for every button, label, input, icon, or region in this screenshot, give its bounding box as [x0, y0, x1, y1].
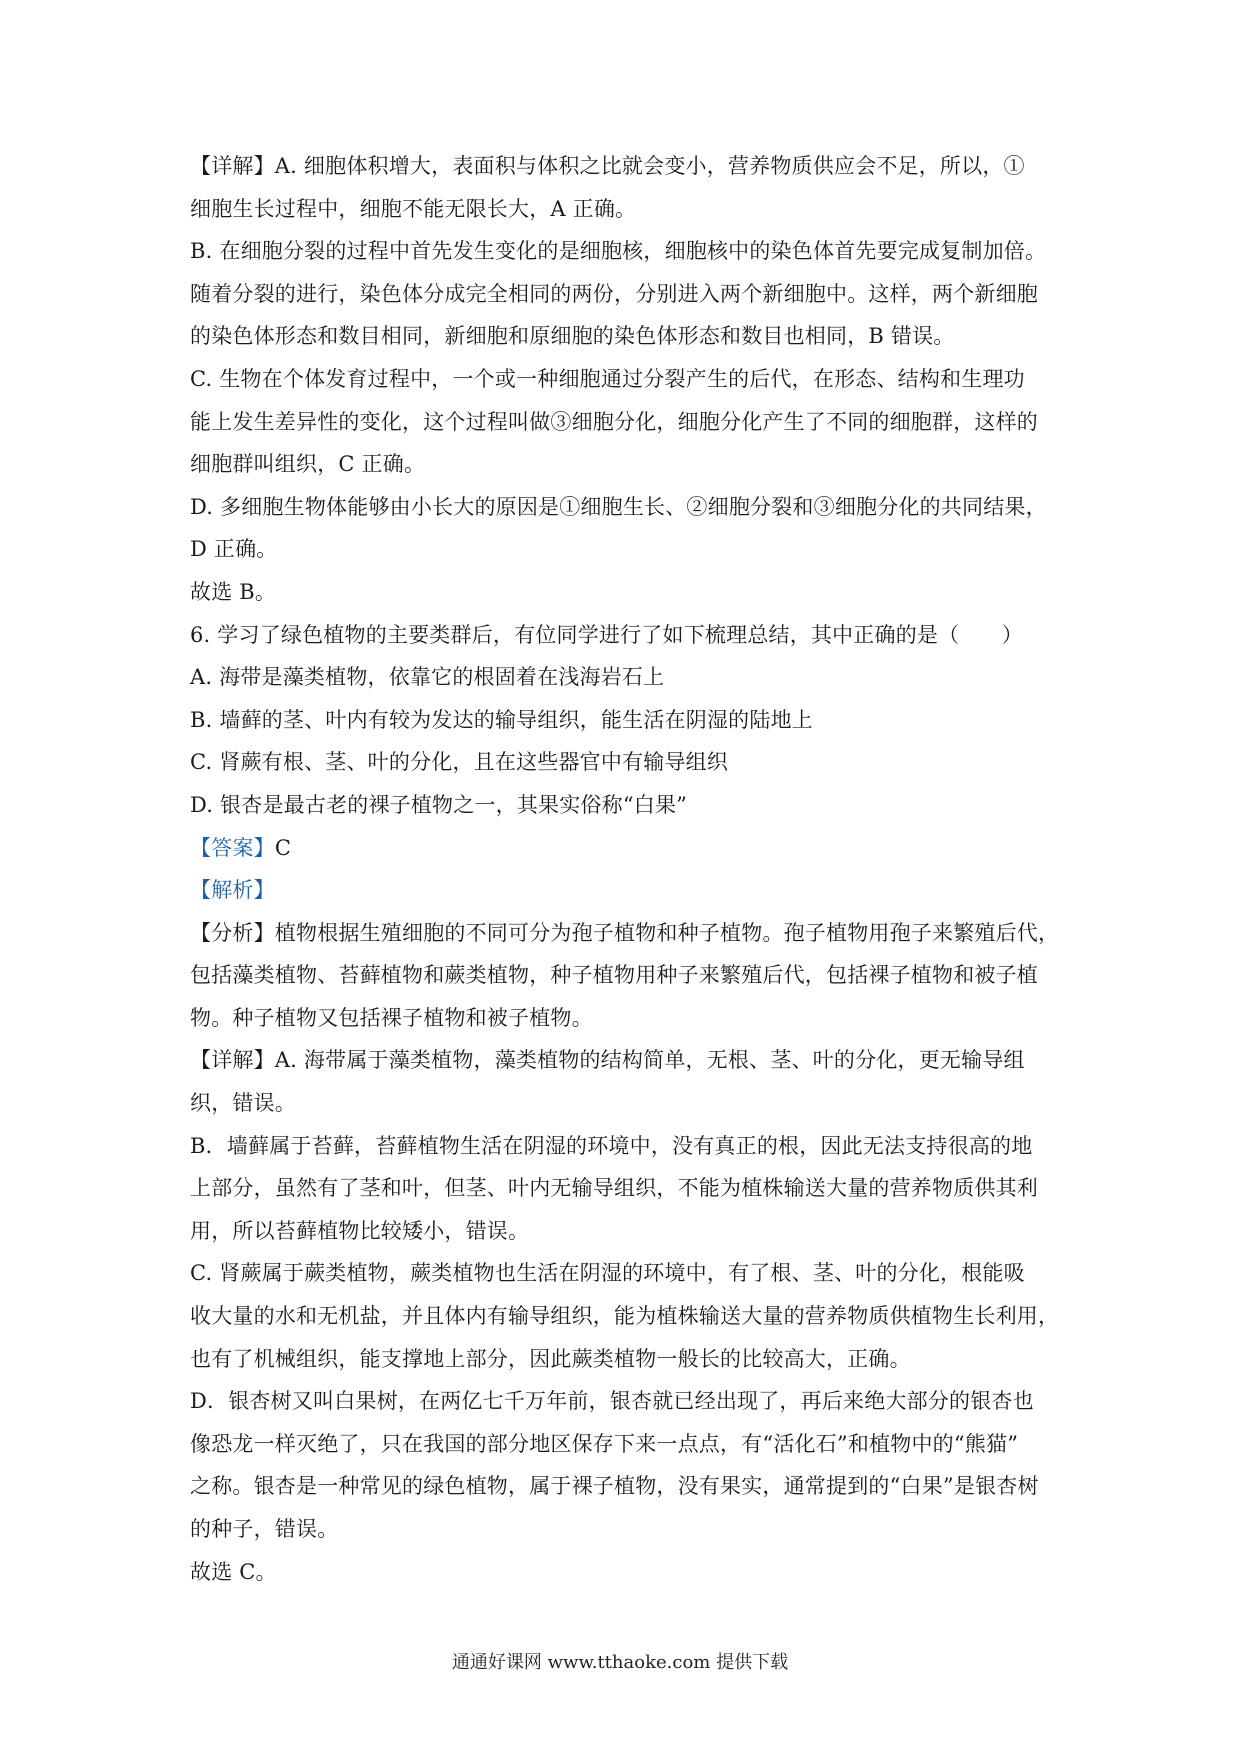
option-c: C. 肾蕨有根、茎、叶的分化，且在这些器官中有输导组织 — [190, 750, 729, 775]
text-line: C. 生物在个体发育过程中，一个或一种细胞通过分裂产生的后代，在形态、结构和生理功 — [190, 366, 1025, 391]
text-line: 包括藻类植物、苔藓植物和蕨类植物，种子植物用种子来繁殖后代，包括裸子植物和被子植 — [190, 963, 1038, 988]
option-d: D. 银杏是最古老的裸子植物之一，其果实俗称“白果” — [190, 792, 688, 817]
text-line: 故选 B。 — [190, 579, 277, 604]
text-line: D. 多细胞生物体能够由小长大的原因是①细胞生长、②细胞分裂和③细胞分化的共同结果， — [190, 494, 1047, 519]
text-line: 用，所以苔藓植物比较矮小，错误。 — [190, 1218, 530, 1243]
text-line: 像恐龙一样灭绝了，只在我国的部分地区保存下来一点点，有“活化石”和植物中的“熊猫” — [190, 1431, 1019, 1456]
answer-tag: 【答案】 — [190, 835, 275, 860]
text-line: 细胞群叫组织，C 正确。 — [190, 452, 426, 477]
text-line: 也有了机械组织，能支撑地上部分，因此蕨类植物一般长的比较高大，正确。 — [190, 1346, 911, 1371]
text-line: 【分析】植物根据生殖细胞的不同可分为孢子植物和种子植物。孢子植物用孢子来繁殖后代， — [190, 920, 1060, 945]
text-line: 【详解】A. 细胞体积增大，表面积与体积之比就会变小，营养物质供应会不足，所以，① — [190, 154, 1025, 178]
text-line: D 正确。 — [190, 537, 278, 562]
text-line: D．银杏树又叫白果树，在两亿七千万年前，银杏就已经出现了，再后来绝大部分的银杏也 — [190, 1389, 1034, 1414]
answer-line — [190, 827, 1070, 870]
text-line: 之称。银杏是一种常见的绿色植物，属于裸子植物，没有果实，通常提到的“白果”是银杏树 — [190, 1474, 1039, 1499]
text-line: 能上发生差异性的变化，这个过程叫做③细胞分化，细胞分化产生了不同的细胞群，这样的 — [190, 409, 1038, 434]
text-line: 上部分，虽然有了茎和叶，但茎、叶内无输导组织，不能为植株输送大量的营养物质供其利 — [190, 1176, 1038, 1201]
text-line: C. 肾蕨属于蕨类植物，蕨类植物也生活在阴湿的环境中，有了根、茎、叶的分化，根能吸 — [190, 1261, 1025, 1286]
option-b: B. 墙藓的茎、叶内有较为发达的输导组织，能生活在阴湿的陆地上 — [190, 707, 813, 732]
text-line: 故选 C。 — [190, 1559, 277, 1584]
text-line: 的种子，错误。 — [190, 1517, 339, 1541]
option-a: A. 海带是藻类植物，依靠它的根固着在浅海岩石上 — [190, 665, 665, 690]
text-line: 随着分裂的进行，染色体分成完全相同的两份，分别进入两个新细胞中。这样，两个新细胞 — [190, 281, 1038, 306]
text-line: 织，错误。 — [190, 1091, 296, 1116]
document-body — [190, 145, 1070, 1593]
text-line: 细胞生长过程中，细胞不能无限长大，A 正确。 — [190, 196, 637, 221]
analysis-tag: 【解析】 — [190, 878, 275, 903]
text-line: 物。种子植物又包括裸子植物和被子植物。 — [190, 1005, 593, 1030]
analysis-line — [190, 869, 1070, 912]
text-line: 的染色体形态和数目相同，新细胞和原细胞的染色体形态和数目也相同，B 错误。 — [190, 324, 955, 349]
text-line: 【详解】A. 海带属于藻类植物，藻类植物的结构简单，无根、茎、叶的分化，更无输导组 — [190, 1048, 1025, 1073]
page-footer: 通通好课网 www.tthaoke.com 提供下载 — [451, 1652, 789, 1673]
answer-value: C — [274, 835, 292, 860]
text-line: B. 在细胞分裂的过程中首先发生变化的是细胞核，细胞核中的染色体首先要完成复制加倍。 — [190, 239, 1047, 264]
text-line: 收大量的水和无机盐，并且体内有输导组织，能为植株输送大量的营养物质供植物生长利用， — [190, 1304, 1060, 1329]
question-stem: 6. 学习了绿色植物的主要类群后，有位同学进行了如下梳理总结，其中正确的是（ ） — [190, 622, 1023, 647]
text-line: B．墙藓属于苔藓，苔藓植物生活在阴湿的环境中，没有真正的根，因此无法支持很高的地 — [190, 1133, 1033, 1158]
